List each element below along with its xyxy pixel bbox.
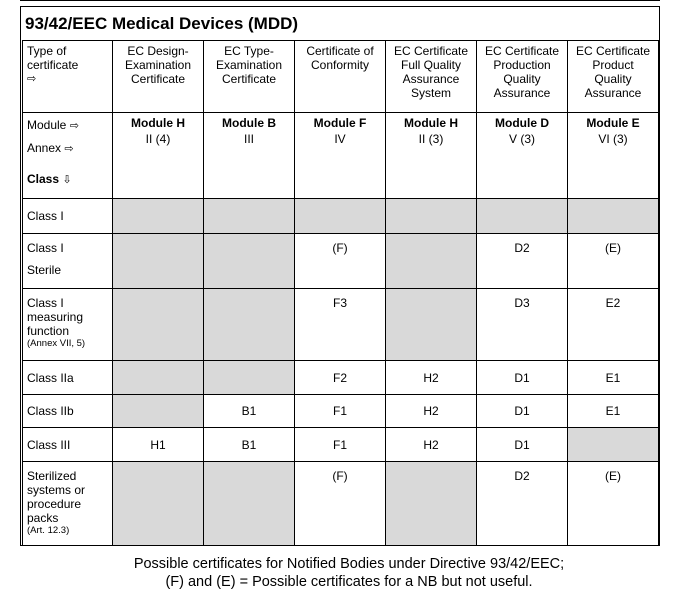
cell: F1 xyxy=(295,395,386,428)
top-border xyxy=(20,0,660,1)
class-label-text: Sterilized systems or procedure packs xyxy=(27,469,86,525)
cell: F1 xyxy=(295,428,386,462)
class-label-sub: (Art. 12.3) xyxy=(27,525,70,536)
cell: D3 xyxy=(477,289,568,361)
class-label-cell xyxy=(23,462,113,546)
cell xyxy=(113,361,204,395)
module-label: Module xyxy=(27,118,67,132)
cell: D1 xyxy=(477,361,568,395)
module-cell xyxy=(477,113,568,199)
cell xyxy=(386,199,477,234)
module-name: Module H xyxy=(404,116,458,130)
cell: (E) xyxy=(568,462,659,546)
down-arrow-icon: ⇩ xyxy=(62,173,72,186)
annex-name: II (3) xyxy=(418,132,444,146)
cell: (E) xyxy=(568,234,659,289)
type-of-certificate-label: Type of certificate xyxy=(27,44,79,72)
cell xyxy=(113,462,204,546)
cell: F3 xyxy=(295,289,386,361)
cell: D1 xyxy=(477,428,568,462)
column-header: EC Type-Examination Certificate xyxy=(204,41,295,113)
cell xyxy=(386,289,477,361)
class-label-sub: (Annex VII, 5) xyxy=(27,338,86,349)
cell: D2 xyxy=(477,234,568,289)
class-label-cell xyxy=(23,289,113,361)
cell: E1 xyxy=(568,361,659,395)
module-name: Module F xyxy=(313,116,367,130)
cell: E1 xyxy=(568,395,659,428)
cell xyxy=(568,428,659,462)
cell xyxy=(204,234,295,289)
cell xyxy=(113,234,204,289)
annex-name: IV xyxy=(334,132,346,146)
cell: D1 xyxy=(477,395,568,428)
cell: E2 xyxy=(568,289,659,361)
annex-name: V (3) xyxy=(508,132,535,146)
cell xyxy=(204,289,295,361)
cell xyxy=(568,199,659,234)
class-row xyxy=(23,199,659,234)
class-label-cell: Class IIa xyxy=(23,361,113,395)
cell xyxy=(295,199,386,234)
module-cell xyxy=(295,113,386,199)
cell: D2 xyxy=(477,462,568,546)
class-label-cell: Class III xyxy=(23,428,113,462)
cell: B1 xyxy=(204,428,295,462)
module-cell xyxy=(204,113,295,199)
cell: F2 xyxy=(295,361,386,395)
class-row xyxy=(23,395,659,428)
module-cell xyxy=(386,113,477,199)
class-row xyxy=(23,462,659,546)
class-label-text: Class I measuring function xyxy=(27,296,84,338)
cell: B1 xyxy=(204,395,295,428)
caption-line-2: (F) and (E) = Possible certificates for a NB but not useful. xyxy=(165,574,533,590)
class-label-cell: Class I xyxy=(23,199,113,234)
class-label-text: Sterile xyxy=(27,263,62,277)
cell: H2 xyxy=(386,395,477,428)
cell xyxy=(386,234,477,289)
cell xyxy=(386,462,477,546)
class-row xyxy=(23,289,659,361)
cell: H2 xyxy=(386,361,477,395)
cell xyxy=(113,395,204,428)
class-label-cell: Class IIb xyxy=(23,395,113,428)
module-name: Module H xyxy=(131,116,185,130)
column-header: EC Certificate Product Quality Assurance xyxy=(568,41,659,113)
class-row xyxy=(23,361,659,395)
module-cell xyxy=(113,113,204,199)
annex-name: VI (3) xyxy=(598,132,628,146)
annex-label: Annex xyxy=(27,141,62,155)
cell: (F) xyxy=(295,234,386,289)
column-header: EC Certificate Full Quality Assurance System xyxy=(386,41,477,113)
annex-name: III xyxy=(243,132,254,146)
module-name: Module D xyxy=(495,116,549,130)
right-arrow-icon: ⇨ xyxy=(69,119,79,132)
cell: H2 xyxy=(386,428,477,462)
module-name: Module E xyxy=(586,116,640,130)
class-label: Class xyxy=(27,172,60,186)
certificate-table xyxy=(22,40,659,546)
class-row xyxy=(23,428,659,462)
cell xyxy=(113,199,204,234)
cell xyxy=(113,289,204,361)
cell xyxy=(204,462,295,546)
column-header: EC Design-Examination Certificate xyxy=(113,41,204,113)
module-row xyxy=(23,113,659,199)
right-arrow-icon: ⇨ xyxy=(27,72,37,85)
cell xyxy=(477,199,568,234)
caption-line-1: Possible certificates for Notified Bodies under Directive 93/42/EEC; xyxy=(133,556,565,572)
class-label-text: Class I xyxy=(27,241,64,255)
cell xyxy=(204,199,295,234)
cell xyxy=(204,361,295,395)
page-title: 93/42/EEC Medical Devices (MDD) xyxy=(25,14,299,33)
header-row xyxy=(23,41,659,113)
cell: (F) xyxy=(295,462,386,546)
module-cell xyxy=(568,113,659,199)
column-header: Certificate of Conformity xyxy=(295,41,386,113)
class-label-cell xyxy=(23,234,113,289)
module-annex-class-cell xyxy=(23,113,113,199)
annex-name: II (4) xyxy=(145,132,171,146)
module-name: Module B xyxy=(222,116,276,130)
type-of-certificate-cell xyxy=(23,41,113,113)
right-arrow-icon: ⇨ xyxy=(64,142,74,155)
class-row xyxy=(23,234,659,289)
cell: H1 xyxy=(113,428,204,462)
column-header: EC Certificate Production Quality Assurance xyxy=(477,41,568,113)
